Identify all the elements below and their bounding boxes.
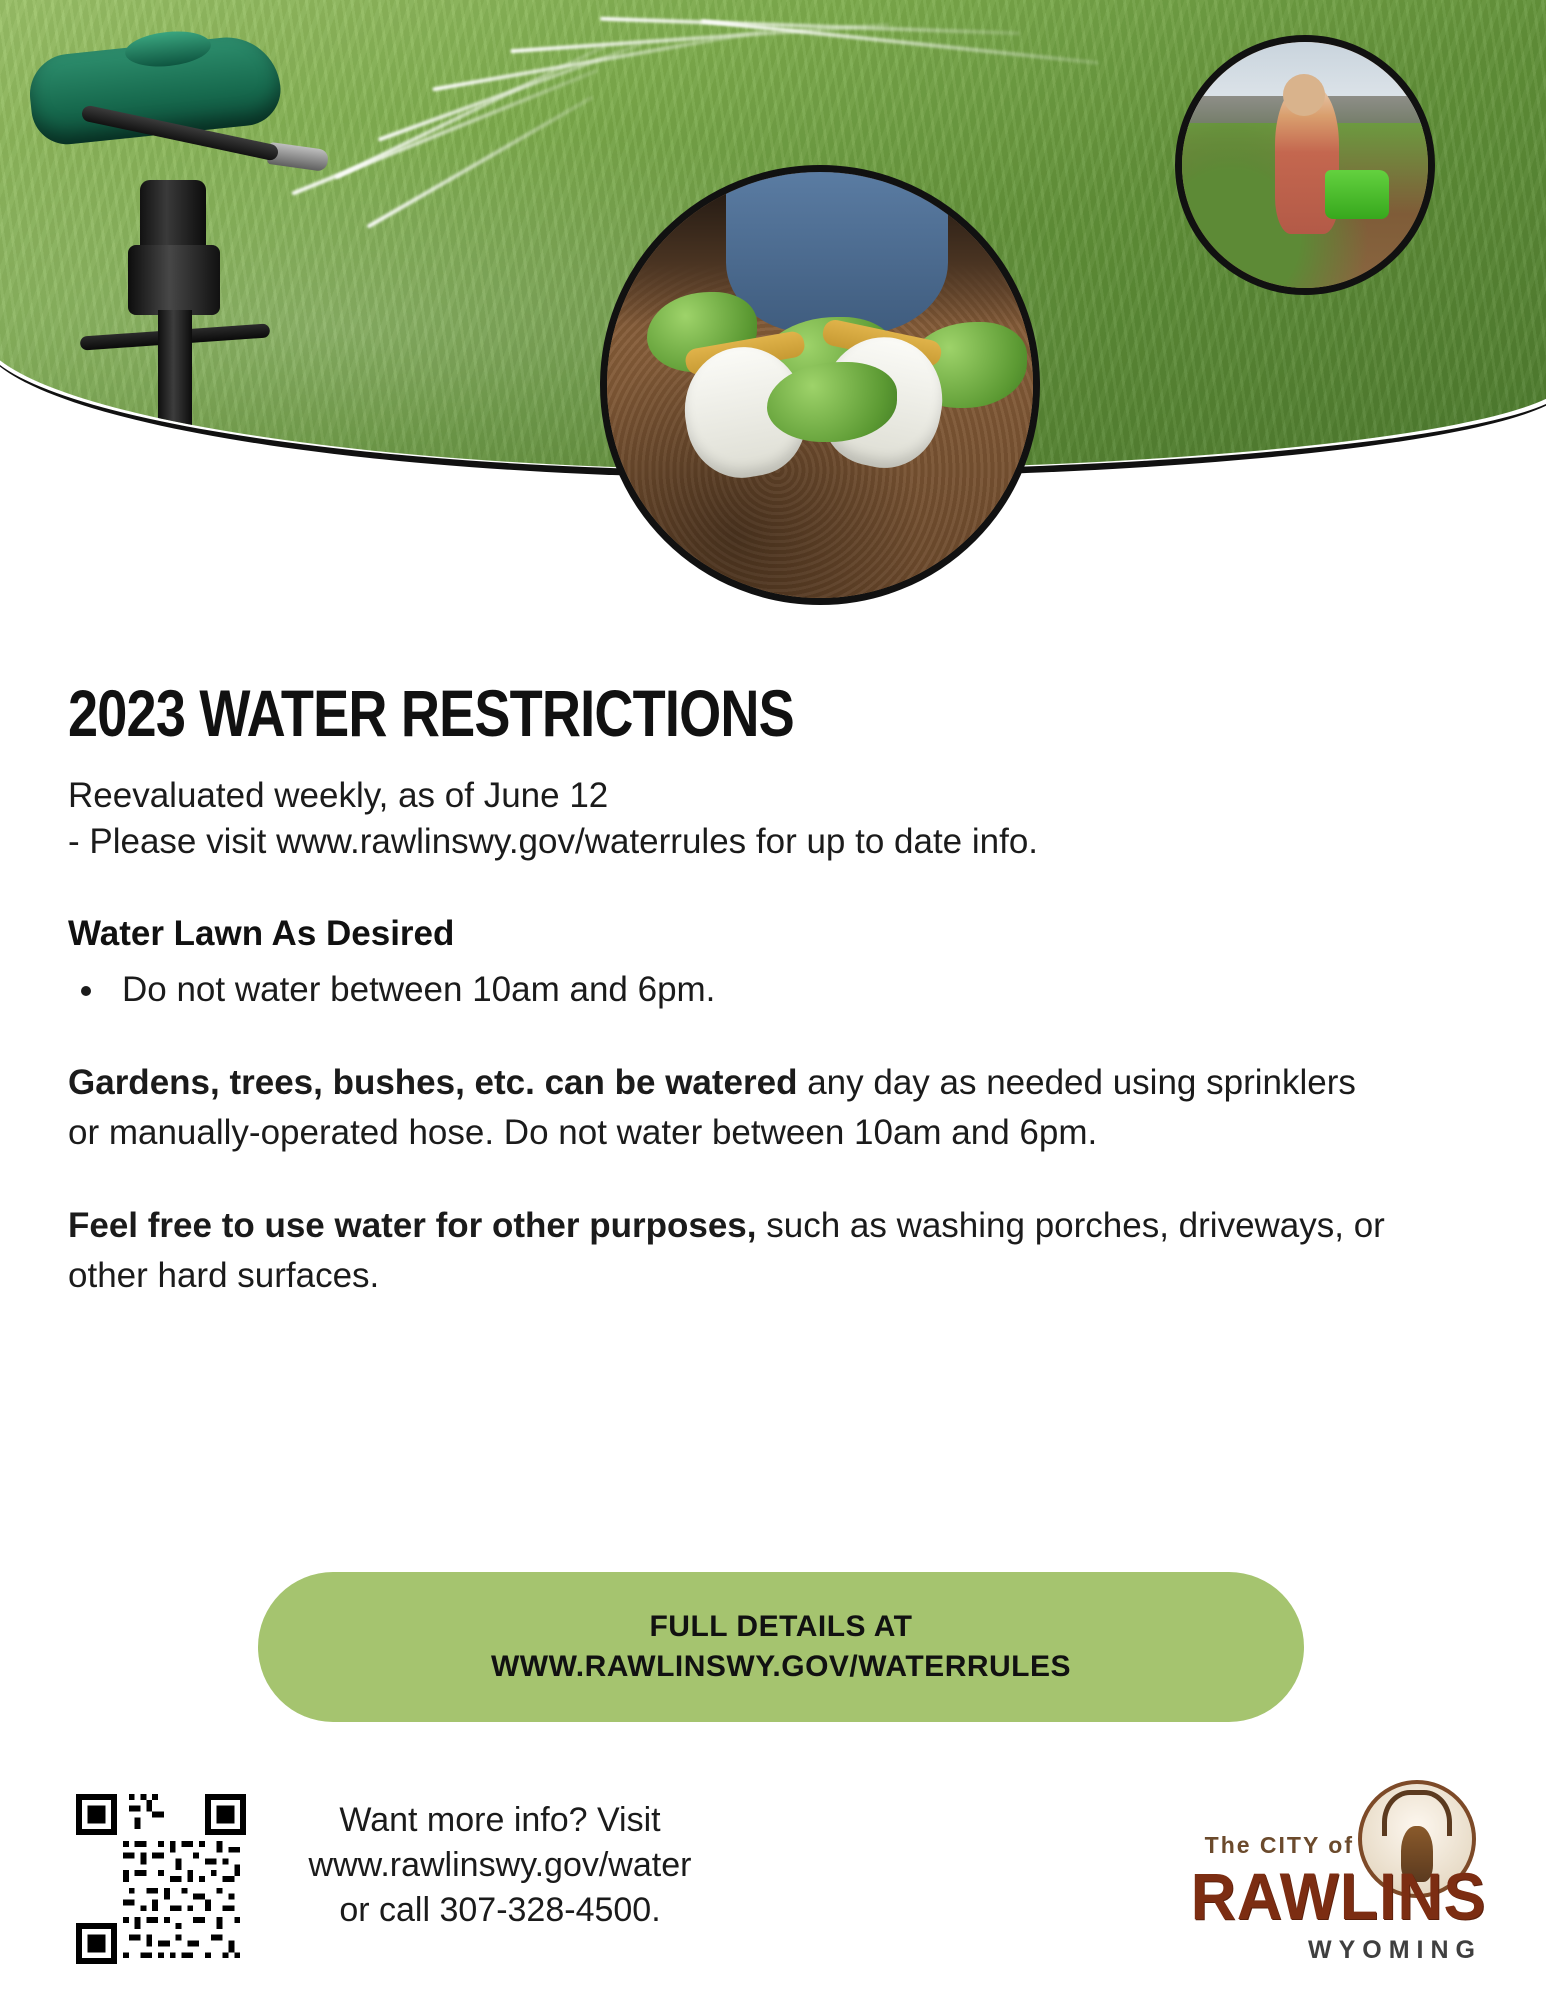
child-watering-photo [1175,35,1435,295]
list-item: • Do not water between 10am and 6pm. [108,965,1388,1014]
footer-line-1: Want more info? Visit [339,1801,661,1839]
page-title: 2023 WATER RESTRICTIONS [68,676,794,750]
logo-city-name: RAWLINS [1190,1859,1486,1933]
section-gardens-body: any day as needed using sprinklers or manually-operated hose. Do not water between 10am and 6pm. [68,1063,1356,1152]
qr-code-icon [76,1794,246,1964]
logo-state: WYOMING [1308,1936,1482,1964]
section-other-uses-body: such as washing porches, driveways, or other hard surfaces. [68,1206,1385,1296]
hero-image-collage [0,0,1546,640]
section-other-uses [68,1201,1388,1300]
subtitle-line-2: - Please visit www.rawlinswy.gov/waterrules for up to date info. [68,822,1039,862]
qr-code[interactable] [76,1794,246,1964]
section-lawn-heading: Water Lawn As Desired [68,914,455,954]
logo-the-city-of: The CITY of [1204,1832,1354,1858]
cta-line-1: FULL DETAILS AT [649,1610,913,1643]
subtitle-line-1: Reevaluated weekly, as of June 12 [68,776,609,815]
flyer-content [0,640,1546,1301]
footer-line-2: www.rawlinswy.gov/water [308,1845,692,1884]
city-of-rawlins-logo [1184,1780,1494,1985]
section-lawn-bullets [108,965,1388,1014]
flyer-footer [0,1770,1546,2000]
footer-line-3: or call 307-328-4500. [339,1890,661,1929]
subtitle-block [68,773,1546,865]
full-details-cta[interactable] [258,1572,1304,1722]
sprinkler-icon [20,30,380,450]
hands-planting-photo [600,165,1040,605]
section-other-uses-lead: Feel free to use water for other purposes, [68,1206,757,1246]
cta-line-2: WWW.RAWLINSWY.GOV/WATERRULES [490,1650,1072,1683]
section-gardens [68,1058,1388,1157]
section-lawn [68,909,1388,1014]
section-gardens-lead: Gardens, trees, bushes, etc. can be watered [68,1063,798,1103]
footer-contact-text [250,1798,750,1933]
